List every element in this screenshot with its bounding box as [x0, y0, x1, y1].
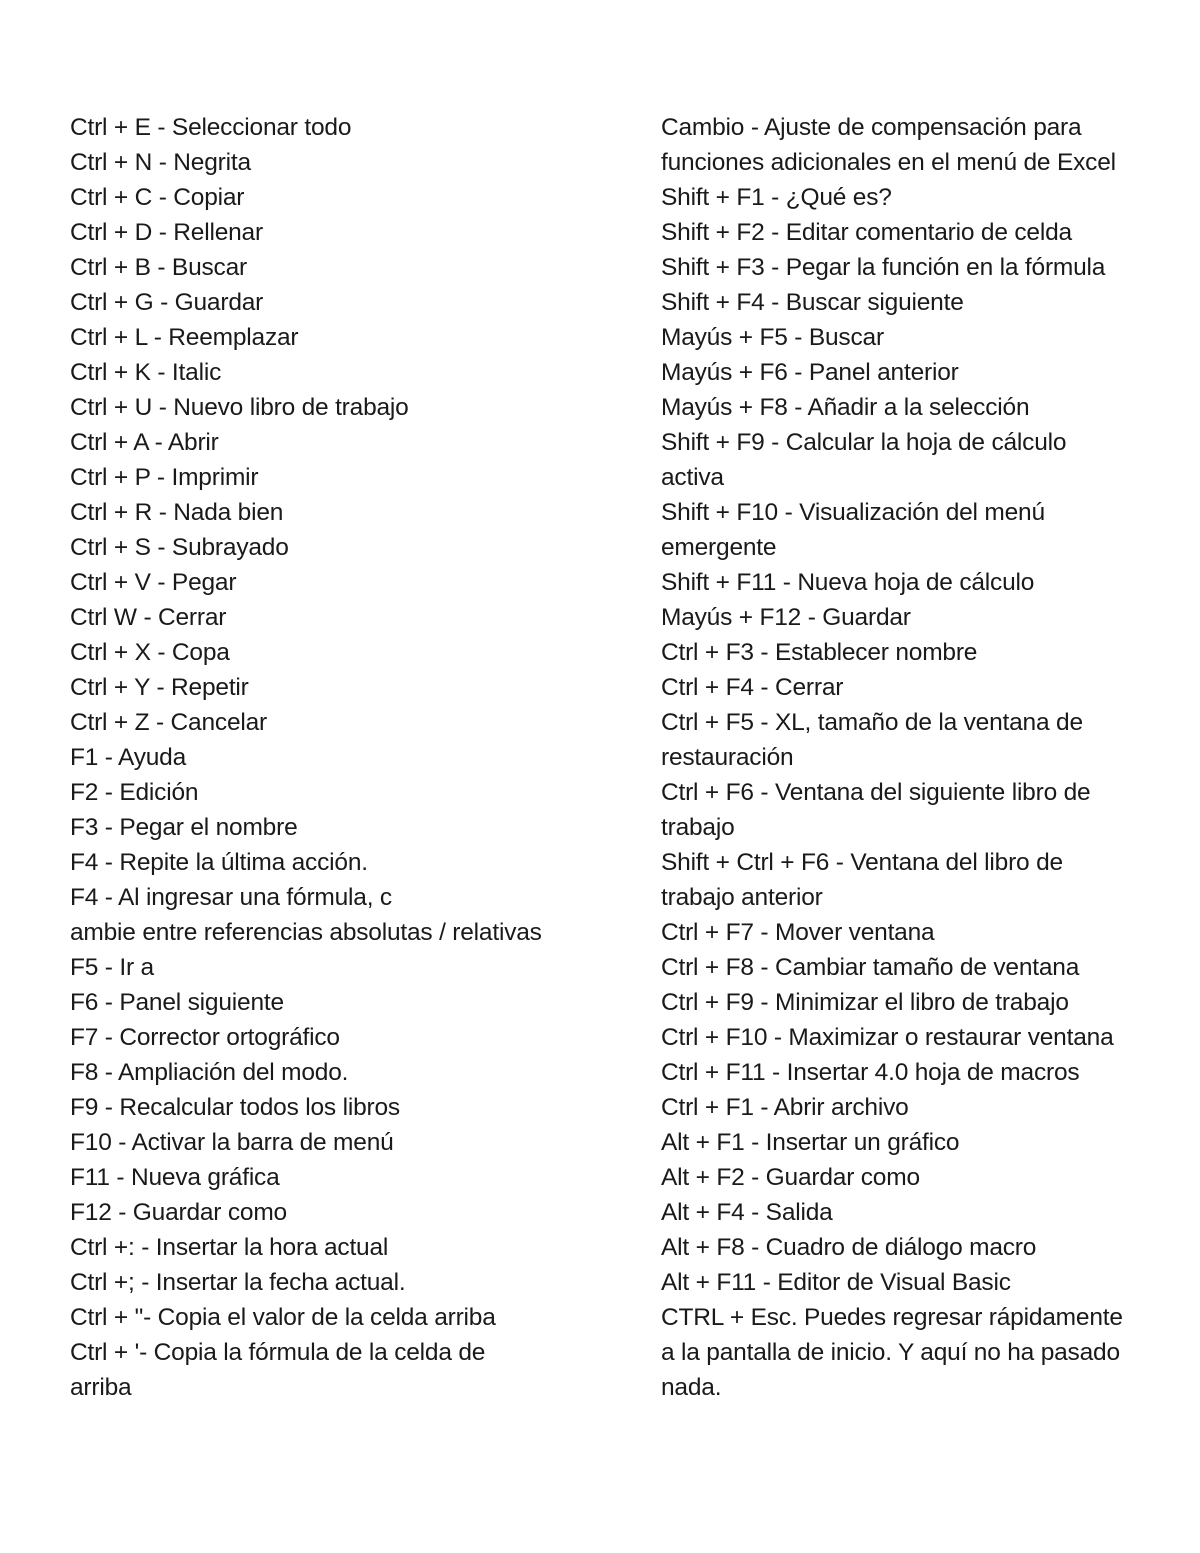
- shortcut-line: Ctrl + F11 - Insertar 4.0 hoja de macros: [661, 1059, 1080, 1086]
- shortcut-line: Ctrl + A - Abrir: [70, 429, 219, 456]
- shortcut-line: Ctrl + P - Imprimir: [70, 464, 259, 491]
- shortcut-line: nada.: [661, 1374, 722, 1401]
- shortcut-line: Ctrl + K - Italic: [70, 359, 222, 386]
- shortcut-line: F2 - Edición: [70, 779, 199, 806]
- shortcut-line: Ctrl + F5 - XL, tamaño de la ventana de: [661, 709, 1083, 736]
- shortcut-line: Shift + F9 - Calcular la hoja de cálculo: [661, 429, 1067, 456]
- shortcut-line: F4 - Al ingresar una fórmula, c: [70, 884, 392, 911]
- shortcut-line: funciones adicionales en el menú de Excel: [661, 149, 1116, 176]
- shortcut-line: Shift + F3 - Pegar la función en la fórmula: [661, 254, 1106, 281]
- shortcut-line: F8 - Ampliación del modo.: [70, 1059, 349, 1086]
- shortcut-line: F6 - Panel siguiente: [70, 989, 284, 1016]
- shortcut-line: Shift + F1 - ¿Qué es?: [661, 184, 892, 211]
- shortcut-line: Ctrl + V - Pegar: [70, 569, 237, 596]
- shortcut-line: Ctrl + E - Seleccionar todo: [70, 114, 352, 141]
- shortcut-line: Ctrl + X - Copa: [70, 639, 230, 666]
- shortcut-line: Ctrl W - Cerrar: [70, 604, 227, 631]
- shortcut-line: Ctrl + F9 - Minimizar el libro de trabajo: [661, 989, 1069, 1016]
- shortcut-line: Ctrl + "- Copia el valor de la celda arriba: [70, 1304, 496, 1331]
- shortcut-line: Ctrl + R - Nada bien: [70, 499, 284, 526]
- shortcut-line: Ctrl + U - Nuevo libro de trabajo: [70, 394, 409, 421]
- shortcut-line: activa: [661, 464, 724, 491]
- shortcut-line: Alt + F2 - Guardar como: [661, 1164, 920, 1191]
- shortcut-line: Ctrl + F10 - Maximizar o restaurar ventana: [661, 1024, 1114, 1051]
- shortcut-line: F10 - Activar la barra de menú: [70, 1129, 394, 1156]
- shortcut-line: Ctrl + F8 - Cambiar tamaño de ventana: [661, 954, 1080, 981]
- shortcut-line: Ctrl + F4 - Cerrar: [661, 674, 844, 701]
- shortcut-line: arriba: [70, 1374, 132, 1401]
- shortcut-line: Shift + F4 - Buscar siguiente: [661, 289, 964, 316]
- shortcut-line: F12 - Guardar como: [70, 1199, 287, 1226]
- shortcut-line: Ctrl + C - Copiar: [70, 184, 245, 211]
- shortcut-line: Mayús + F12 - Guardar: [661, 604, 911, 631]
- shortcut-line: a la pantalla de inicio. Y aquí no ha pasado: [661, 1339, 1120, 1366]
- left-shortcut-column: [70, 110, 630, 1405]
- shortcut-line: Ctrl + B - Buscar: [70, 254, 247, 281]
- shortcut-line: Ctrl + D - Rellenar: [70, 219, 263, 246]
- shortcut-line: Ctrl +; - Insertar la fecha actual.: [70, 1269, 406, 1296]
- shortcut-line: Alt + F11 - Editor de Visual Basic: [661, 1269, 1011, 1296]
- shortcut-line: emergente: [661, 534, 777, 561]
- shortcut-line: Mayús + F5 - Buscar: [661, 324, 884, 351]
- shortcut-line: Shift + F10 - Visualización del menú: [661, 499, 1045, 526]
- shortcut-line: Ctrl +: - Insertar la hora actual: [70, 1234, 389, 1261]
- shortcut-line: F9 - Recalcular todos los libros: [70, 1094, 400, 1121]
- shortcut-line: Shift + F11 - Nueva hoja de cálculo: [661, 569, 1035, 596]
- shortcut-line: F4 - Repite la última acción.: [70, 849, 368, 876]
- shortcut-line: Alt + F8 - Cuadro de diálogo macro: [661, 1234, 1037, 1261]
- shortcut-line: Alt + F4 - Salida: [661, 1199, 833, 1226]
- shortcut-line: Ctrl + F1 - Abrir archivo: [661, 1094, 909, 1121]
- shortcut-line: ambie entre referencias absolutas / relativas: [70, 919, 542, 946]
- shortcut-line: Ctrl + Z - Cancelar: [70, 709, 268, 736]
- shortcut-line: Ctrl + S - Subrayado: [70, 534, 289, 561]
- shortcut-line: Shift + F2 - Editar comentario de celda: [661, 219, 1072, 246]
- shortcut-line: Ctrl + Y - Repetir: [70, 674, 249, 701]
- shortcut-line: Alt + F1 - Insertar un gráfico: [661, 1129, 960, 1156]
- shortcut-line: Ctrl + L - Reemplazar: [70, 324, 299, 351]
- shortcut-line: Shift + Ctrl + F6 - Ventana del libro de: [661, 849, 1063, 876]
- shortcut-line: Mayús + F8 - Añadir a la selección: [661, 394, 1030, 421]
- shortcut-line: Ctrl + F7 - Mover ventana: [661, 919, 935, 946]
- shortcut-line: trabajo: [661, 814, 735, 841]
- shortcut-line: Ctrl + N - Negrita: [70, 149, 251, 176]
- shortcut-line: Mayús + F6 - Panel anterior: [661, 359, 959, 386]
- shortcut-line: CTRL + Esc. Puedes regresar rápidamente: [661, 1304, 1123, 1331]
- shortcut-line: Ctrl + '- Copia la fórmula de la celda de: [70, 1339, 486, 1366]
- shortcut-line: F1 - Ayuda: [70, 744, 187, 771]
- shortcut-line: Cambio - Ajuste de compensación para: [661, 114, 1082, 141]
- shortcut-line: F5 - Ir a: [70, 954, 154, 981]
- shortcut-line: Ctrl + F6 - Ventana del siguiente libro de: [661, 779, 1091, 806]
- shortcut-line: Ctrl + G - Guardar: [70, 289, 264, 316]
- shortcut-line: restauración: [661, 744, 794, 771]
- shortcut-line: trabajo anterior: [661, 884, 823, 911]
- shortcut-line: F7 - Corrector ortográfico: [70, 1024, 340, 1051]
- right-shortcut-column: [661, 110, 1181, 1405]
- shortcut-line: Ctrl + F3 - Establecer nombre: [661, 639, 978, 666]
- shortcut-line: F3 - Pegar el nombre: [70, 814, 298, 841]
- shortcut-line: F11 - Nueva gráfica: [70, 1164, 280, 1191]
